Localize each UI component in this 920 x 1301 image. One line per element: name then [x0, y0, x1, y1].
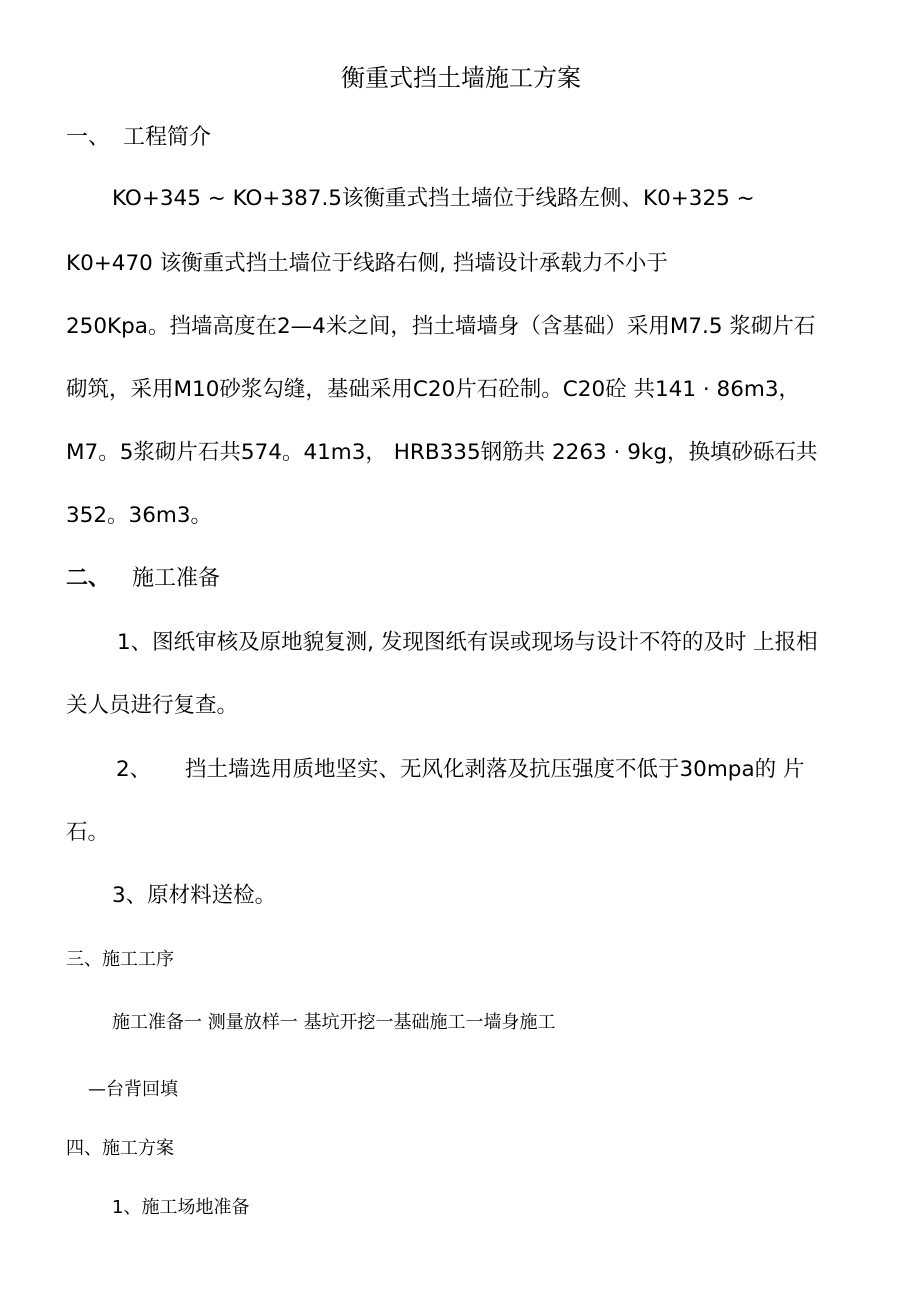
paragraph-line: 挡土墙选用质地坚实、无风化剥落及抗压强度不低于30mpa的 片	[185, 757, 805, 782]
list-item-number: 2、	[116, 757, 152, 782]
paragraph-line: KO+345 ~ KO+387.5该衡重式挡土墙位于线路左侧、K0+325 ~	[112, 186, 755, 211]
section-2-title: 施工准备	[132, 566, 221, 591]
paragraph-line: 352。36m3。	[66, 503, 213, 528]
section-2-number: 二、	[66, 566, 111, 591]
process-flow-line: 施工准备一 测量放样一 基坑开挖一基础施工一墙身施工	[112, 1012, 556, 1033]
section-4-heading: 四、施工方案	[66, 1138, 174, 1159]
page-title: 衡重式挡土墙施工方案	[341, 64, 581, 92]
section-1-title: 工程简介	[123, 125, 212, 150]
paragraph-line: M7。5浆砌片石共574。41m3， HRB335钢筋共 2263 · 9kg，换填砂砾石共	[66, 440, 818, 465]
section-2-heading	[66, 568, 220, 590]
paragraph-line: 1、图纸审核及原地貌复测, 发现图纸有误或现场与设计不符的及时 上报相	[117, 630, 818, 655]
paragraph-line: 关人员进行复查。	[66, 693, 239, 718]
paragraph-line: 石。	[66, 820, 110, 845]
paragraph-line: 250Kpa。挡墙高度在2—4米之间，挡土墙墙身（含基础）采用M7.5 浆砌片石	[66, 314, 816, 339]
paragraph-line: 3、原材料送检。	[112, 883, 277, 908]
section-1-number: 一、	[66, 125, 111, 150]
process-flow-line: —台背回填	[88, 1079, 178, 1100]
paragraph-line: K0+470 该衡重式挡土墙位于线路右侧, 挡墙设计承载力不小于	[66, 251, 668, 276]
paragraph-line: 砌筑，采用M10砂浆勾缝，基础采用C20片石砼制。C20砼 共141 · 86m3，	[66, 377, 801, 402]
section-3-heading: 三、施工工序	[66, 949, 174, 970]
subsection-heading: 1、施工场地准备	[112, 1197, 250, 1218]
section-1-heading	[66, 127, 211, 149]
